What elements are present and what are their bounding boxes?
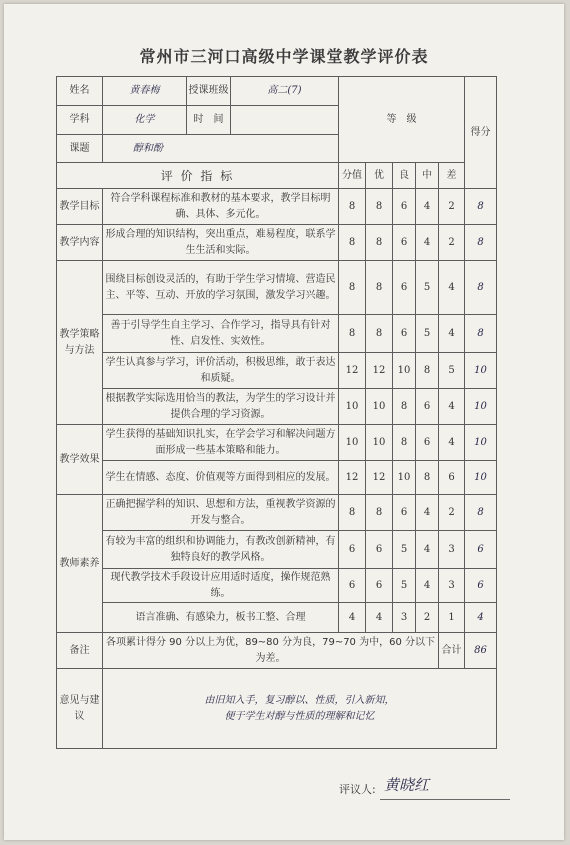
points-value: 6 (339, 531, 366, 569)
points-header: 分值 (339, 163, 366, 189)
points-value: 8 (339, 495, 366, 531)
suggestion-label: 意见与建议 (57, 669, 103, 749)
score-header: 得分 (465, 77, 497, 189)
suggestion-line-2: 便于学生对醇与性质的理解和记忆 (224, 710, 375, 722)
category-goal: 教学目标 (57, 189, 103, 225)
excellent-value: 8 (366, 495, 393, 531)
points-value: 8 (339, 225, 366, 261)
poor-value: 3 (439, 569, 465, 603)
table-row (57, 389, 497, 425)
class-value: 高二(7) (231, 77, 339, 106)
table-row (57, 531, 497, 569)
poor-value: 3 (439, 531, 465, 569)
table-row (57, 353, 497, 389)
medium-value: 6 (416, 389, 439, 425)
poor-value: 2 (439, 495, 465, 531)
poor-value: 2 (439, 189, 465, 225)
points-value: 4 (339, 603, 366, 633)
excellent-value: 8 (366, 261, 393, 315)
criterion: 学生在情感、态度、价值观等方面得到相应的发展。 (103, 461, 339, 495)
total-label: 合计 (439, 633, 465, 669)
good-value: 10 (393, 461, 416, 495)
suggestion-text (103, 669, 497, 749)
criterion: 根据教学实际选用恰当的教法，为学生的学习设计并提供合理的学习资源。 (103, 389, 339, 425)
class-label: 授课班级 (187, 77, 231, 106)
criterion: 善于引导学生自主学习、合作学习，指导具有针对性、启发性、实效性。 (103, 315, 339, 353)
excellent-value: 8 (366, 315, 393, 353)
medium-value: 8 (416, 353, 439, 389)
poor-value: 1 (439, 603, 465, 633)
category-effect: 教学效果 (57, 425, 103, 495)
criterion: 学生获得的基础知识扎实，在学会学习和解决问题方面形成一些基本策略和能力。 (103, 425, 339, 461)
criterion: 形成合理的知识结构，突出重点，难易程度，联系学生生活和实际。 (103, 225, 339, 261)
category-content: 教学内容 (57, 225, 103, 261)
criterion: 学生认真参与学习，评价活动，积极思维，敢于表达和质疑。 (103, 353, 339, 389)
excellent-value: 4 (366, 603, 393, 633)
table-row (57, 603, 497, 633)
poor-value: 5 (439, 353, 465, 389)
score-value: 10 (465, 353, 497, 389)
good-value: 8 (393, 389, 416, 425)
notes-label: 备注 (57, 633, 103, 669)
medium-header: 中 (416, 163, 439, 189)
points-value: 8 (339, 315, 366, 353)
criterion: 围绕目标创设灵活的，有助于学生学习情境、营造民主、平等、互动、开放的学习氛围，激发学习兴趣。 (103, 261, 339, 315)
medium-value: 4 (416, 495, 439, 531)
criterion: 语言准确、有感染力，板书工整、合理 (103, 603, 339, 633)
category-method: 教学策略与方法 (57, 261, 103, 425)
poor-value: 4 (439, 389, 465, 425)
good-value: 6 (393, 225, 416, 261)
good-value: 5 (393, 569, 416, 603)
poor-value: 2 (439, 225, 465, 261)
excellent-header: 优 (366, 163, 393, 189)
medium-value: 4 (416, 569, 439, 603)
points-value: 12 (339, 461, 366, 495)
excellent-value: 6 (366, 569, 393, 603)
medium-value: 5 (416, 261, 439, 315)
evaluation-table (56, 76, 497, 749)
score-value: 10 (465, 389, 497, 425)
table-row (57, 461, 497, 495)
score-value: 8 (465, 315, 497, 353)
medium-value: 4 (416, 225, 439, 261)
good-value: 6 (393, 261, 416, 315)
points-value: 6 (339, 569, 366, 603)
good-value: 6 (393, 189, 416, 225)
table-row (57, 425, 497, 461)
grade-header: 等 级 (339, 77, 465, 163)
good-value: 6 (393, 315, 416, 353)
points-value: 8 (339, 189, 366, 225)
good-value: 6 (393, 495, 416, 531)
evaluator-signature: 黄晓红 (384, 776, 430, 794)
subject-label: 学科 (57, 106, 103, 135)
excellent-value: 10 (366, 389, 393, 425)
table-row (57, 225, 497, 261)
score-value: 8 (465, 261, 497, 315)
table-row (57, 189, 497, 225)
points-value: 12 (339, 353, 366, 389)
suggestion-line-1: 由旧知入手，复习醇以、性质，引入新知， (204, 694, 395, 706)
good-header: 良 (393, 163, 416, 189)
evaluation-form-sheet (4, 4, 564, 840)
time-value (231, 106, 339, 135)
score-value: 6 (465, 531, 497, 569)
poor-value: 4 (439, 315, 465, 353)
criterion: 现代教学技术手段设计应用适时适度，操作规范熟练。 (103, 569, 339, 603)
notes-row (57, 633, 497, 669)
subject-value: 化学 (103, 106, 187, 135)
good-value: 5 (393, 531, 416, 569)
poor-value: 4 (439, 425, 465, 461)
excellent-value: 12 (366, 353, 393, 389)
good-value: 10 (393, 353, 416, 389)
good-value: 8 (393, 425, 416, 461)
medium-value: 4 (416, 531, 439, 569)
excellent-value: 6 (366, 531, 393, 569)
topic-value: 醇和酚 (103, 135, 339, 163)
evaluator-label: 评议人: (339, 783, 376, 796)
poor-value: 4 (439, 261, 465, 315)
medium-value: 5 (416, 315, 439, 353)
score-value: 4 (465, 603, 497, 633)
points-value: 10 (339, 389, 366, 425)
notes-text: 各项累计得分 90 分以上为优，89~80 分为良，79~70 为中，60 分以下为差。 (103, 633, 439, 669)
table-row (57, 261, 497, 315)
suggestion-row (57, 669, 497, 749)
form-title: 常州市三河口高级中学课堂教学评价表 (139, 47, 429, 66)
score-value: 10 (465, 461, 497, 495)
score-value: 10 (465, 425, 497, 461)
name-label: 姓名 (57, 77, 103, 106)
poor-header: 差 (439, 163, 465, 189)
excellent-value: 10 (366, 425, 393, 461)
medium-value: 8 (416, 461, 439, 495)
good-value: 3 (393, 603, 416, 633)
topic-label: 课题 (57, 135, 103, 163)
eval-index-header: 评 价 指 标 (57, 163, 339, 189)
excellent-value: 12 (366, 461, 393, 495)
excellent-value: 8 (366, 225, 393, 261)
name-value: 黄春梅 (103, 77, 187, 106)
medium-value: 6 (416, 425, 439, 461)
table-row (57, 315, 497, 353)
time-label: 时 间 (187, 106, 231, 135)
score-value: 6 (465, 569, 497, 603)
criterion: 正确把握学科的知识、思想和方法，重视教学资源的开发与整合。 (103, 495, 339, 531)
points-value: 10 (339, 425, 366, 461)
table-row (57, 495, 497, 531)
score-value: 8 (465, 225, 497, 261)
criterion: 有较为丰富的组织和协调能力，有教改创新精神，有独特良好的教学风格。 (103, 531, 339, 569)
points-value: 8 (339, 261, 366, 315)
signature-line (380, 799, 510, 800)
criterion: 符合学科课程标准和教材的基本要求，教学目标明确、具体、多元化。 (103, 189, 339, 225)
score-value: 8 (465, 495, 497, 531)
score-value: 8 (465, 189, 497, 225)
excellent-value: 8 (366, 189, 393, 225)
medium-value: 4 (416, 189, 439, 225)
category-teacher: 教师素养 (57, 495, 103, 633)
medium-value: 2 (416, 603, 439, 633)
table-row (57, 569, 497, 603)
poor-value: 6 (439, 461, 465, 495)
total-value: 86 (465, 633, 497, 669)
